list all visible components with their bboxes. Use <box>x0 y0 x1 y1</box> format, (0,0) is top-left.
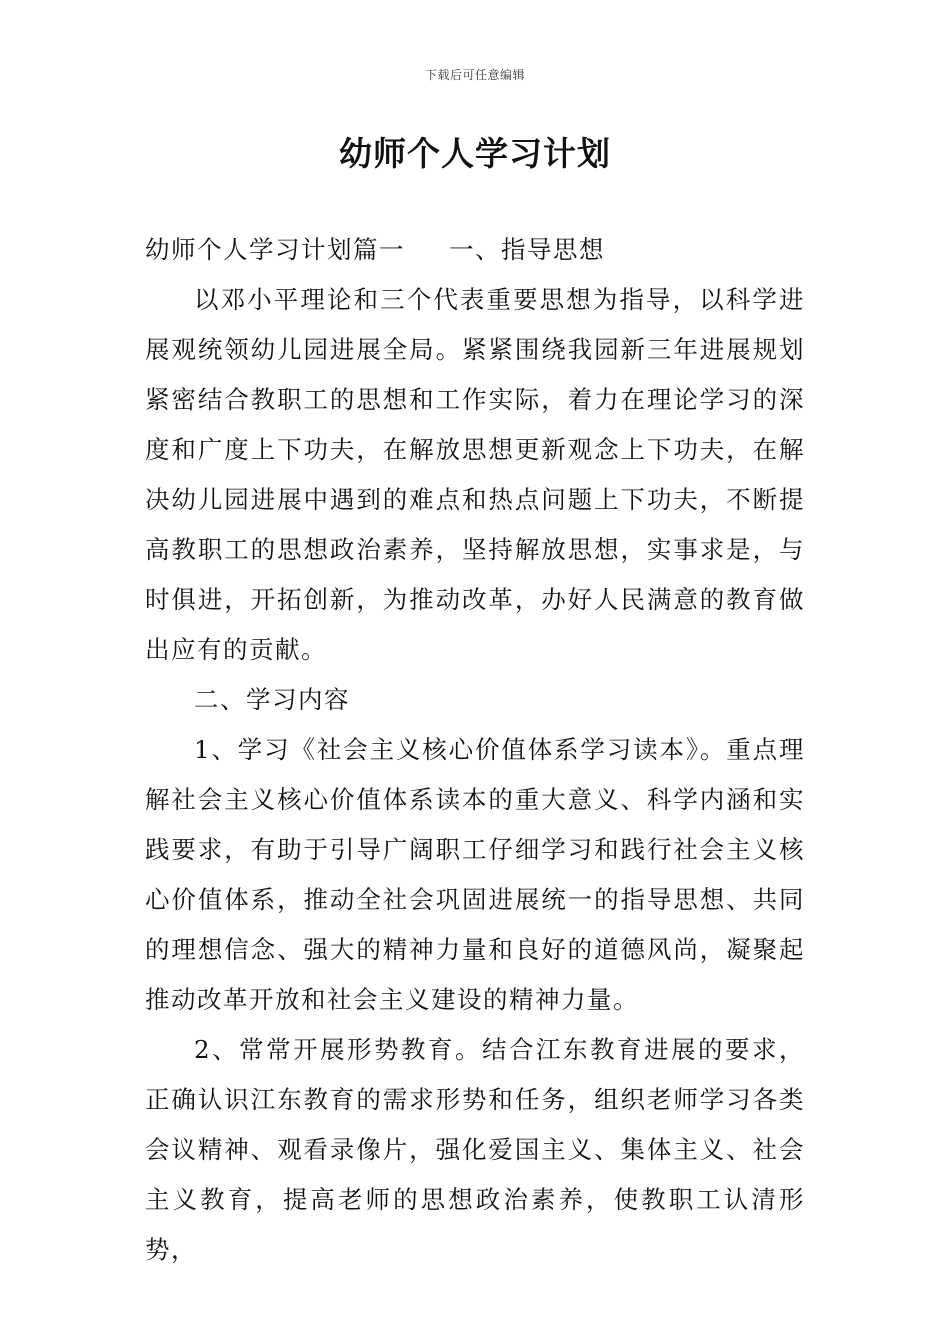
intro-line <box>145 225 805 275</box>
paragraph-item-2: 2、常常开展形势教育。结合江东教育进展的要求，正确认识江东教育的需求形势和任务，组织老师学习各类会议精神、观看录像片，强化爱国主义、集体主义、社会主义教育，提高老师的思想政治素养，使教职工认清形势， <box>145 1035 805 1264</box>
document-body <box>145 225 805 1275</box>
paragraph-guiding-thought: 以邓小平理论和三个代表重要思想为指导，以科学进展观统领幼儿园进展全局。紧紧围绕我园新三年进展规划紧密结合教职工的思想和工作实际，着力在理论学习的深度和广度上下功夫，在解放思想更新观念上下功夫，在解决幼儿园进展中遇到的难点和热点问题上下功夫，不断提高教职工的思想政治素养，坚持解放思想，实事求是，与时俱进，开拓创新，为推动改革，办好人民满意的教育做出应有的贡献。 <box>145 285 805 664</box>
section1-heading: 一、指导思想 <box>449 235 605 264</box>
intro-label: 幼师个人学习计划篇一 <box>145 235 405 264</box>
section2-heading: 二、学习内容 <box>194 685 350 714</box>
paragraph-item-1: 1、学习《社会主义核心价值体系学习读本》。重点理解社会主义核心价值体系读本的重大意义、科学内涵和实践要求，有助于引导广阔职工仔细学习和践行社会主义核心价值体系，推动全社会巩固进展统一的指导思想、共同的理想信念、强大的精神力量和良好的道德风尚，凝聚起推动改革开放和社会主义建设的精神力量。 <box>145 735 805 1014</box>
document-title: 幼师个人学习计划 <box>339 134 611 173</box>
header-note: 下载后可任意编辑 <box>424 68 525 82</box>
